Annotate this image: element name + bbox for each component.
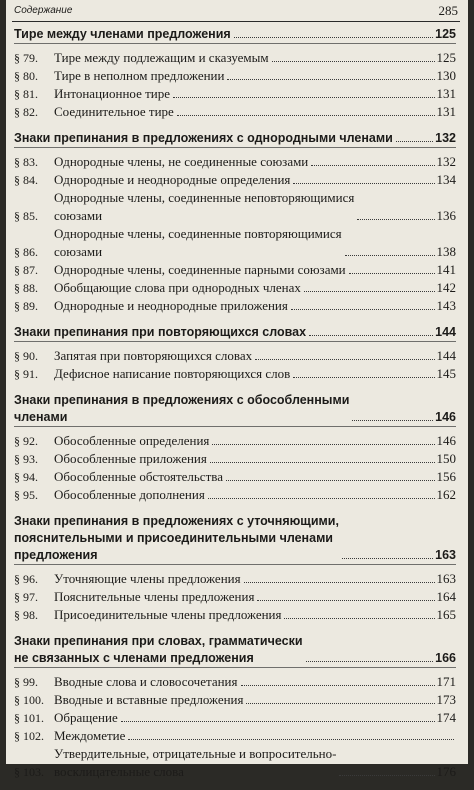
toc-entry (14, 745, 456, 781)
section-divider (14, 43, 456, 44)
dot-leader (304, 291, 435, 292)
entry-page-number: 141 (436, 262, 456, 277)
entry-page-number: 144 (436, 348, 456, 363)
dot-leader (208, 498, 435, 499)
entry-page-number: 142 (436, 280, 456, 295)
entry-page-number: 156 (436, 469, 456, 484)
toc-entry (14, 365, 456, 383)
entry-page-number: 138 (436, 244, 456, 259)
paragraph-number: § 79. (14, 51, 38, 65)
dot-leader (255, 359, 434, 360)
toc-entry (14, 468, 456, 486)
toc-entry (14, 727, 456, 745)
entry-page-number: 131 (436, 86, 456, 101)
entry-page-number: 146 (436, 433, 456, 448)
section-divider (14, 564, 456, 565)
entry-title: Интонационное тире (54, 86, 170, 101)
section-divider (14, 667, 456, 668)
paragraph-number: § 95. (14, 488, 38, 502)
book-page (6, 0, 468, 779)
paragraph-number: § 101. (14, 711, 44, 725)
entry-title: Вводные и вставные предложения (54, 692, 244, 707)
section-page-number: 125 (435, 27, 456, 41)
paragraph-number: § 80. (14, 69, 38, 83)
section-divider (14, 341, 456, 342)
entry-title: Обособленные приложения (54, 451, 207, 466)
entry-title: Однородные члены, соединенные неповторяющимися союзами (54, 190, 355, 223)
toc-entry (14, 432, 456, 450)
section-heading (14, 513, 456, 564)
dot-leader (311, 165, 434, 166)
toc-entry (14, 67, 456, 85)
dot-leader (396, 141, 433, 142)
paragraph-number: § 83. (14, 155, 38, 169)
entry-title: Однородные члены, соединенные парными союзами (54, 262, 346, 277)
entry-page-number: 162 (436, 487, 456, 502)
dot-leader (121, 721, 435, 722)
entry-page-number: 173 (436, 692, 456, 707)
dot-leader (210, 462, 435, 463)
dot-leader (128, 739, 454, 740)
dot-leader (293, 377, 434, 378)
toc-section (14, 392, 456, 504)
entry-title: Утвердительные, отрицательные и вопросительно- восклицательные слова (54, 746, 337, 779)
entry-title: Соединительное тире (54, 104, 174, 119)
paragraph-number: § 94. (14, 470, 38, 484)
entry-title: Обособленные определения (54, 433, 210, 448)
dot-leader (309, 335, 433, 336)
entry-page-number: 150 (436, 451, 456, 466)
dot-leader (241, 685, 435, 686)
entry-title: Вводные слова и словосочетания (54, 674, 238, 689)
entry-title: Тире между подлежащим и сказуемым (54, 50, 269, 65)
dot-leader (291, 309, 435, 310)
entry-title: Обособленные обстоятельства (54, 469, 223, 484)
toc-entry (14, 450, 456, 468)
toc-entry (14, 709, 456, 727)
toc-section (14, 130, 456, 315)
toc-entry (14, 486, 456, 504)
entry-title: Обособленные дополнения (54, 487, 205, 502)
dot-leader (345, 255, 435, 256)
section-page-number: 146 (435, 410, 456, 424)
toc-entry (14, 570, 456, 588)
entry-title: Однородные и неоднородные приложения (54, 298, 288, 313)
entry-page-number: 134 (436, 172, 456, 187)
dot-leader (352, 420, 433, 421)
paragraph-number: § 93. (14, 452, 38, 466)
paragraph-number: § 90. (14, 349, 38, 363)
toc-section (14, 26, 456, 121)
paragraph-number: § 88. (14, 281, 38, 295)
entry-title: Дефисное написание повторяющихся слов (54, 366, 291, 381)
entry-title: Междометие (54, 728, 126, 743)
entry-title: Пояснительные члены предложения (54, 589, 255, 604)
paragraph-number: § 86. (14, 245, 38, 259)
paragraph-number: § 82. (14, 105, 38, 119)
section-title: Знаки препинания в предложениях с однородными членами (14, 131, 393, 145)
entry-title: Однородные члены, соединенные повторяющимися союзами (54, 226, 342, 259)
paragraph-number: § 96. (14, 572, 38, 586)
paragraph-number: § 100. (14, 693, 44, 707)
entry-page-number: 171 (436, 674, 456, 689)
entry-title: Однородные члены, не соединенные союзами (54, 154, 309, 169)
section-heading (14, 26, 456, 43)
dot-leader (257, 600, 434, 601)
toc-entry (14, 297, 456, 315)
dot-leader (177, 115, 435, 116)
toc-entry (14, 588, 456, 606)
toc-entry (14, 673, 456, 691)
paragraph-number: § 97. (14, 590, 38, 604)
section-page-number: 166 (435, 651, 456, 665)
entry-page-number: 174 (436, 710, 456, 725)
entry-page-number: 145 (436, 366, 456, 381)
toc-entry (14, 189, 456, 225)
entry-page-number: 136 (436, 208, 456, 223)
dot-leader (173, 97, 435, 98)
section-heading (14, 392, 456, 426)
toc-entry (14, 347, 456, 365)
toc-section (14, 633, 456, 781)
dot-leader (306, 661, 434, 662)
paragraph-number: § 87. (14, 263, 38, 277)
entry-page-number: 132 (436, 154, 456, 169)
paragraph-number: § 81. (14, 87, 38, 101)
page-number: 285 (438, 3, 458, 18)
dot-leader (293, 183, 434, 184)
dot-leader (226, 480, 435, 481)
paragraph-number: § 103. (14, 765, 44, 779)
toc-section (14, 513, 456, 624)
toc-entry (14, 171, 456, 189)
section-heading (14, 130, 456, 147)
toc-entry (14, 49, 456, 67)
dot-leader (244, 582, 435, 583)
paragraph-number: § 98. (14, 608, 38, 622)
section-title: Знаки препинания при повторяющихся словах (14, 325, 307, 339)
paragraph-number: § 99. (14, 675, 38, 689)
entry-page-number: 143 (436, 298, 456, 313)
dot-leader (234, 37, 433, 38)
toc-section (14, 324, 456, 383)
dot-leader (246, 703, 434, 704)
paragraph-number: § 85. (14, 209, 38, 223)
section-page-number: 132 (435, 131, 456, 145)
entry-title: Однородные и неоднородные определения (54, 172, 291, 187)
running-header-title: Содержание (14, 5, 73, 16)
toc-entry (14, 103, 456, 121)
entry-title: Тире в неполном предложении (54, 68, 225, 83)
dot-leader (284, 618, 434, 619)
paragraph-number: § 92. (14, 434, 38, 448)
toc-entry (14, 225, 456, 261)
dot-leader (227, 79, 434, 80)
entry-page-number: 130 (436, 68, 456, 83)
toc-entry (14, 691, 456, 709)
section-heading (14, 633, 456, 667)
section-heading (14, 324, 456, 341)
running-header (12, 3, 460, 22)
entry-page-number: 163 (436, 571, 456, 586)
section-title: Знаки препинания при словах, грамматически не связанных с членами предложения (14, 634, 303, 665)
entry-page-number: 131 (436, 104, 456, 119)
entry-page-number: 165 (436, 607, 456, 622)
dot-leader (212, 444, 434, 445)
section-title: Тире между членами предложения (14, 27, 231, 41)
paragraph-number: § 102. (14, 729, 44, 743)
paragraph-number: § 84. (14, 173, 38, 187)
entry-title: Уточняющие члены предложения (54, 571, 241, 586)
entry-title: Обращение (54, 710, 118, 725)
entry-title: Присоединительные члены предложения (54, 607, 282, 622)
dot-leader (342, 558, 433, 559)
table-of-contents (14, 26, 456, 790)
paragraph-number: § 89. (14, 299, 38, 313)
toc-entry (14, 85, 456, 103)
entry-page-number: 125 (436, 50, 456, 65)
toc-entry (14, 279, 456, 297)
entry-page-number: 164 (436, 589, 456, 604)
section-page-number: 144 (435, 325, 456, 339)
dot-leader (349, 273, 435, 274)
entry-title: Обобщающие слова при однородных членах (54, 280, 301, 295)
section-title: Знаки препинания в предложениях с уточняющими, пояснительными и присоединительными членами предложения (14, 514, 339, 562)
section-divider (14, 147, 456, 148)
paragraph-number: § 91. (14, 367, 38, 381)
dot-leader (357, 219, 434, 220)
toc-entry (14, 153, 456, 171)
dot-leader (272, 61, 435, 62)
entry-title: Запятая при повторяющихся словах (54, 348, 253, 363)
dot-leader (339, 775, 434, 776)
section-title: Знаки препинания в предложениях с обособленными членами (14, 393, 350, 424)
entry-page-number: 176 (436, 764, 456, 779)
section-page-number: 163 (435, 548, 456, 562)
toc-entry (14, 261, 456, 279)
section-divider (14, 426, 456, 427)
toc-entry (14, 606, 456, 624)
